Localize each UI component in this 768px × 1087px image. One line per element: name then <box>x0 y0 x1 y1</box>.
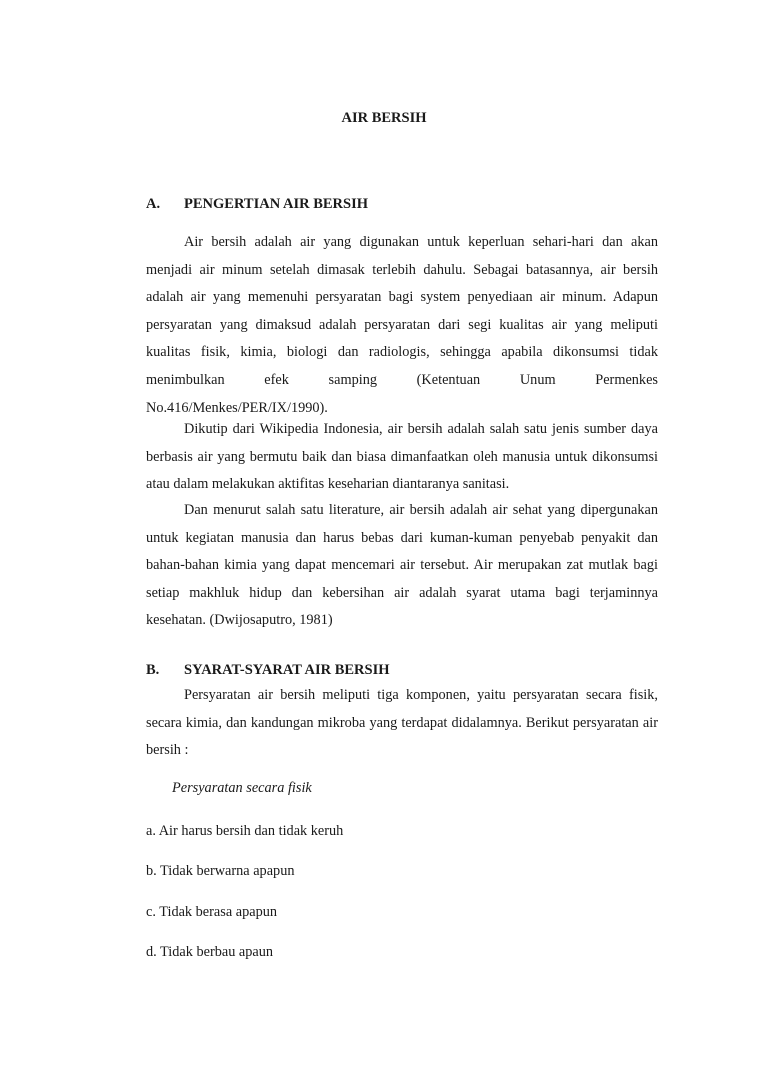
section-b-title: SYARAT-SYARAT AIR BERSIH <box>184 662 390 678</box>
list-item: d. Tidak berbau apaun <box>146 944 274 960</box>
list-item: a. Air harus bersih dan tidak keruh <box>146 823 344 839</box>
section-a-title: PENGERTIAN AIR BERSIH <box>184 196 369 212</box>
section-a-number: A. <box>146 196 161 212</box>
section-a-paragraph-1: Air bersih adalah air yang digunakan untuk keperluan sehari-hari dan akan menjadi air minum setelah dimasak terlebih dahulu. Sebagai batasannya, air bersih adalah air yang memenuhi persyaratan bagi system penyediaan air minum. Adapun persyaratan yang dimaksud adalah persyaratan dari segi kualitas air yang meliputi kualitas fisik, kimia, biologi dan radiologis, sehingga apabila dikonsumsi tidak menimbulkan efek samping (Ketentuan Unum Permenkes No.416/Menkes/PER/IX/1990). <box>146 234 658 416</box>
section-b-subheading: Persyaratan secara fisik <box>172 780 312 796</box>
section-a-heading <box>146 194 368 214</box>
section-a-paragraph-3: Dan menurut salah satu literature, air bersih adalah air sehat yang dipergunakan untuk kegiatan manusia dan harus bebas dari kuman-kuman penyebab penyakit dan bahan-bahan kimia yang dapat mencemari air tersebut. Air merupakan zat mutlak bagi setiap makhluk hidup dan kebersihan air adalah syarat utama bagi terjaminnya kesehatan. (Dwijosaputro, 1981) <box>146 502 658 629</box>
section-a-paragraph-2: Dikutip dari Wikipedia Indonesia, air bersih adalah salah satu jenis sumber daya berbasis air yang bermutu baik dan biasa dimanfaatkan oleh manusia untuk dikonsumsi atau dalam melakukan aktifitas keseharian diantaranya sanitasi. <box>146 421 658 493</box>
section-b-paragraph: Persyaratan air bersih meliputi tiga komponen, yaitu persyaratan secara fisik, secara kimia, dan kandungan mikroba yang terdapat didalamnya. Berikut persyaratan air bersih : <box>146 687 658 759</box>
list-item: c. Tidak berasa apapun <box>146 904 278 920</box>
document-title: AIR BERSIH <box>341 110 427 126</box>
section-b-number: B. <box>146 662 160 678</box>
section-b-heading <box>146 660 390 680</box>
list-item: b. Tidak berwarna apapun <box>146 863 295 879</box>
